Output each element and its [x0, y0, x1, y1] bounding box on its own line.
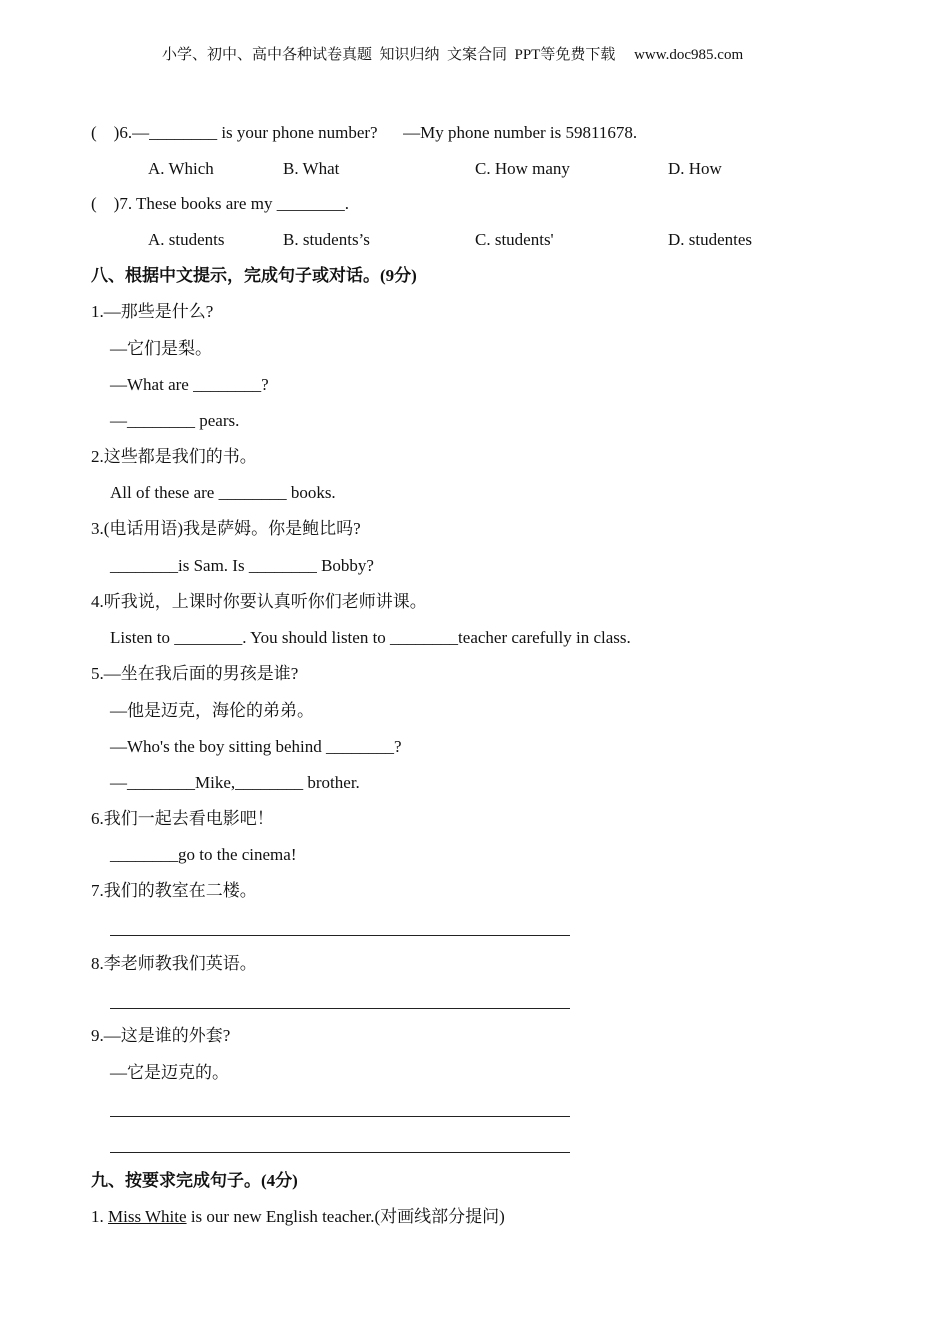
s8-q9-answer-line-2 [110, 1152, 570, 1153]
s8-q2-prompt: 2.这些都是我们的书。 [91, 447, 257, 466]
s8-q7-prompt: 7.我们的教室在二楼。 [91, 881, 257, 900]
s8-q2-english: All of these are ________ books. [110, 483, 336, 502]
s8-q8-answer-line [110, 1008, 570, 1009]
question-6-option-b: B. What [283, 159, 340, 178]
s9-q1-number: 1. [91, 1207, 108, 1226]
page-header: 小学、初中、高中各种试卷真题 知识归纳 文案合同 PPT等免费下载 www.doc985.com [162, 47, 744, 63]
s8-q1-prompt: 1.—那些是什么? [91, 302, 214, 321]
question-7-option-a: A. students [148, 230, 225, 249]
s9-q1-underlined-subject: Miss White [108, 1207, 187, 1226]
question-6-option-c: C. How many [475, 159, 570, 178]
question-7-option-b: B. students’s [283, 230, 370, 249]
s8-q4-english: Listen to ________. You should listen to ________teacher carefully in class. [110, 628, 631, 647]
s8-q9-prompt-2: —它是迈克的。 [110, 1063, 229, 1082]
section-8-title: 八、根据中文提示，完成句子或对话。(9分) [91, 266, 417, 285]
s8-q1-english-1: —What are ________? [110, 375, 269, 394]
s8-q5-english-2: —________Mike,________ brother. [110, 773, 360, 792]
s8-q1-prompt-2: —它们是梨。 [110, 339, 212, 358]
question-6-stem: ( )6.—________ is your phone number? —My phone number is 59811678. [91, 123, 638, 142]
s8-q1-english-2: —________ pears. [110, 411, 240, 430]
s8-q7-answer-line [110, 935, 570, 936]
s8-q3-english: ________is Sam. Is ________ Bobby? [110, 556, 374, 575]
s8-q9-prompt: 9.—这是谁的外套? [91, 1026, 231, 1045]
s8-q3-prompt: 3.(电话用语)我是萨姆。你是鲍比吗? [91, 519, 361, 538]
s8-q5-english-1: —Who's the boy sitting behind ________? [110, 737, 402, 756]
question-6-option-d: D. How [668, 159, 722, 178]
question-7-stem: ( )7. These books are my ________. [91, 194, 349, 213]
s8-q9-answer-line-1 [110, 1116, 570, 1117]
question-6-option-a: A. Which [148, 159, 214, 178]
question-7-option-d: D. studentes [668, 230, 753, 249]
s8-q5-prompt: 5.—坐在我后面的男孩是谁? [91, 664, 299, 683]
s8-q4-prompt: 4.听我说，上课时你要认真听你们老师讲课。 [91, 592, 427, 611]
s8-q5-prompt-2: —他是迈克，海伦的弟弟。 [110, 701, 314, 720]
s8-q6-prompt: 6.我们一起去看电影吧！ [91, 809, 274, 828]
section-9-title: 九、按要求完成句子。(4分) [91, 1171, 298, 1190]
s8-q6-english: ________go to the cinema! [110, 845, 297, 864]
s9-q1 [91, 1206, 505, 1228]
s9-q1-rest: is our new English teacher.(对画线部分提问) [186, 1207, 505, 1226]
s8-q8-prompt: 8.李老师教我们英语。 [91, 954, 257, 973]
question-7-option-c: C. students' [475, 230, 554, 249]
